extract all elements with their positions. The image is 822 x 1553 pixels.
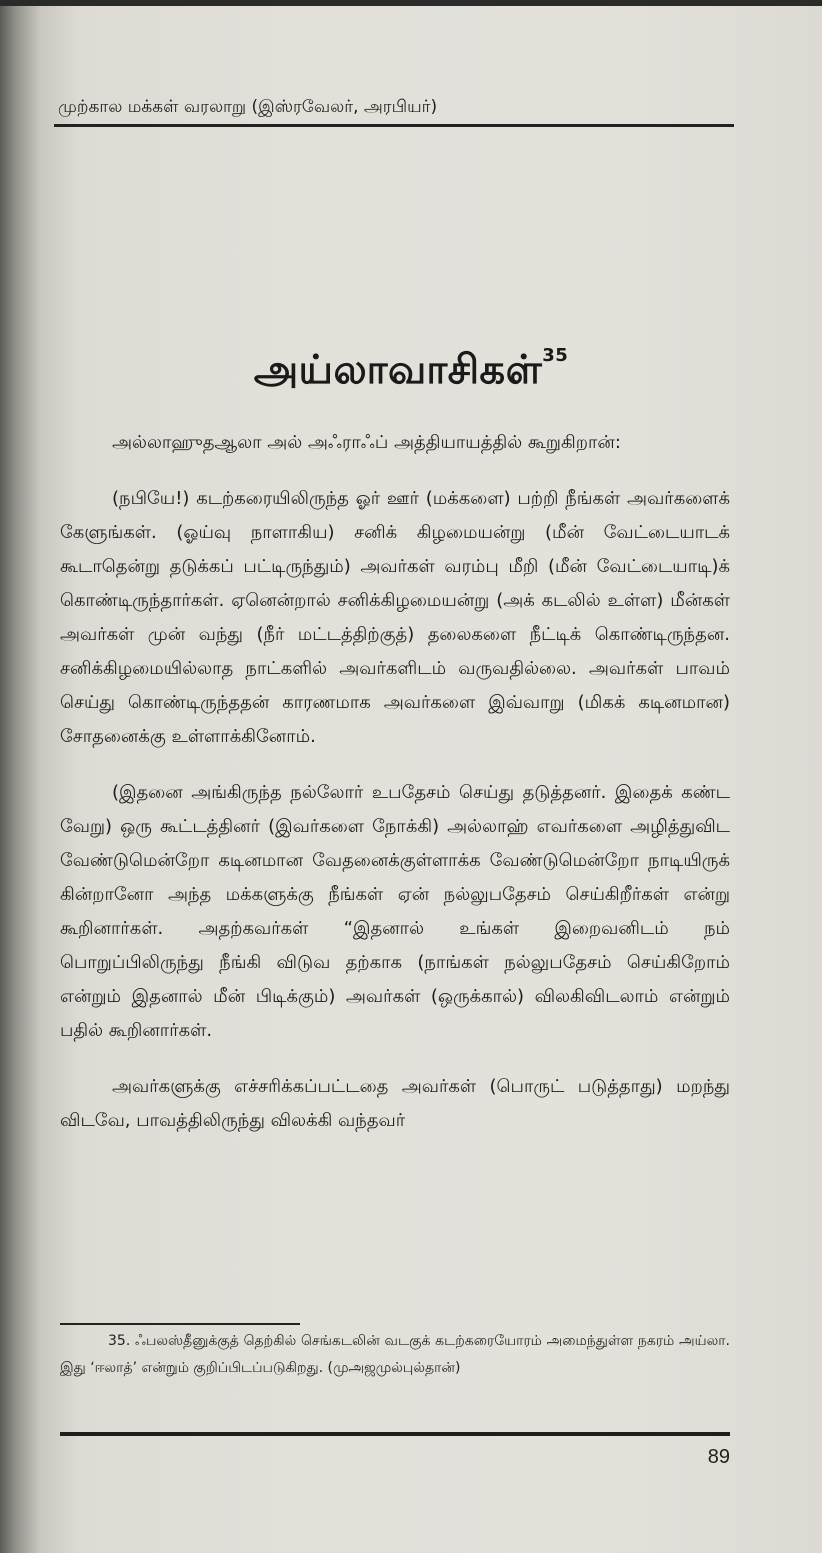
footnote-reference: 35 [542, 345, 569, 366]
footnote [60, 1328, 730, 1382]
chapter-title [0, 326, 822, 400]
paragraph-verse-2: (இதனை அங்கிருந்த நல்லோர் உபதேசம் செய்து தடுத்தனர். இதைக் கண்ட வேறு) ஒரு கூட்டத்தினர் (இவர்களை நோக்கி) அல்லாஹ் எவர்களை அழித்துவிட வேண்டுமென்றோ கடினமான வேதனைக்குள்ளாக்க வேண்டுமென்றோ நாடியிருக் கின்றானோ அந்த மக்களுக்கு நீங்கள் ஏன் நல்லுபதேசம் செய்கிறீர்கள் என்று கூறினார்கள். அதற்கவர்கள் “இதனால் உங்கள் இறைவனிடம் நம் பொறுப்பிலிருந்து நீங்கி விடுவ தற்காக (நாங்கள் நல்லுபதேசம் செய்கிறோம் என்றும் இதனால் மீன் பிடிக்கும்) அவர்கள் (ஒருக்கால்) விலகிவிடலாம் என்றும் பதில் கூறினார்கள். [60, 782, 730, 1041]
running-header: முற்கால மக்கள் வரலாறு (இஸ்ரவேலர், அரபியர்) [58, 97, 438, 117]
footer-rule [60, 1432, 730, 1436]
paragraph-verse-1: (நபியே!) கடற்கரையிலிருந்த ஓர் ஊர் (மக்களை) பற்றி நீங்கள் அவர்களைக் கேளுங்கள். (ஓய்வு நாளாகிய) சனிக் கிழமையன்று (மீன் வேட்டையாடக் கூடாதென்று தடுக்கப் பட்டிருந்தும்) அவர்கள் வரம்பு மீறி (மீன் வேட்டையாடி)க் கொண்டிருந்தார்கள். ஏனென்றால் சனிக்கிழமையன்று (அக் கடலில் உள்ள) மீன்கள் அவர்கள் முன் வந்து (நீர் மட்டத்திற்குத்) தலைகளை நீட்டிக் கொண்டிருந்தன. சனிக்கிழமையில்லாத நாட்களில் அவர்களிடம் வருவதில்லை. அவர்கள் பாவம் செய்து கொண்டிருந்ததன் காரணமாக அவர்களை இவ்வாறு (மிகக் கடினமான) சோதனைக்கு உள்ளாக்கினோம். [60, 488, 730, 747]
header-rule [54, 124, 734, 127]
chapter-title-text: அய்லாவாசிகள் [253, 347, 543, 393]
body-text [60, 426, 730, 1160]
page-number: 89 [707, 1446, 730, 1468]
book-page [0, 6, 822, 1553]
paragraph-verse-3: அவர்களுக்கு எச்சரிக்கப்பட்டதை அவர்கள் (பொருட் படுத்தாது) மறந்து விடவே, பாவத்திலிருந்து விலக்கி வந்தவர் [60, 1076, 730, 1131]
footnote-rule [60, 1323, 300, 1325]
paragraph-intro: அல்லாஹுதஆலா அல் அஃராஃப் அத்தியாயத்தில் கூறுகிறான்: [112, 432, 621, 453]
footnote-text: 35. ஃபலஸ்தீனுக்குத் தெற்கில் செங்கடலின் வடகுக் கடற்கரையோரம் அமைந்துள்ள நகரம் அய்லா. இது ‘ஈலாத்’ என்றும் குறிப்பிடப்படுகிறது. (முஅஜமுல்புல்தான்) [60, 1333, 730, 1376]
